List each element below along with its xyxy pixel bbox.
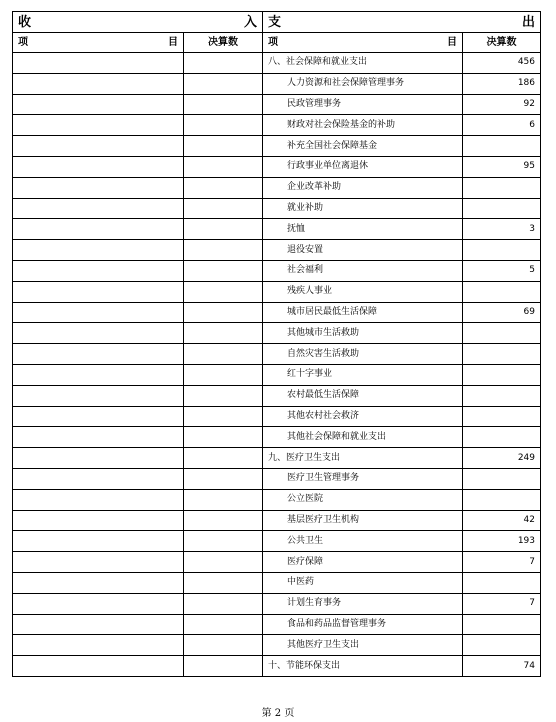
expense-amount-cell: 7 [463,593,541,614]
expense-subitem-cell: 公立医院 [263,489,463,510]
expense-subitem-cell: 其他农村社会救济 [263,406,463,427]
income-amount-cell [184,427,263,448]
expense-amount-cell: 186 [463,73,541,94]
income-item-cell [13,468,184,489]
page-number: 第 2 页 [261,708,295,719]
table-row [13,656,541,677]
income-amount-cell [184,240,263,261]
expense-amount-cell: 42 [463,510,541,531]
income-item-cell [13,177,184,198]
expense-amount-cell [463,198,541,219]
column-header-row [13,33,541,53]
expense-subitem-cell: 计划生育事务 [263,593,463,614]
expense-amount-cell [463,385,541,406]
income-amount-cell [184,94,263,115]
table-row [13,552,541,573]
expense-subitem-cell: 自然灾害生活救助 [263,344,463,365]
table-row [13,198,541,219]
budget-table [12,11,541,677]
income-item-cell [13,614,184,635]
expense-subitem-cell: 城市居民最低生活保障 [263,302,463,323]
income-amount-cell [184,177,263,198]
income-item-cell [13,572,184,593]
income-amount-cell [184,593,263,614]
expense-amount-cell [463,489,541,510]
expense-amount-cell: 7 [463,552,541,573]
expense-subitem-cell: 医疗卫生管理事务 [263,468,463,489]
income-amount-column-header: 决算数 [184,33,263,53]
income-amount-cell [184,344,263,365]
expense-label-left: 支 [268,14,282,30]
table-row [13,94,541,115]
expense-amount-cell [463,427,541,448]
expense-amount-cell [463,136,541,157]
expense-amount-cell: 456 [463,53,541,74]
income-item-cell [13,156,184,177]
income-amount-cell [184,635,263,656]
income-amount-cell [184,489,263,510]
expense-subitem-cell: 财政对社会保险基金的补助 [263,115,463,136]
table-row [13,468,541,489]
expense-category-cell: 十、节能环保支出 [263,656,463,677]
expense-amount-cell: 74 [463,656,541,677]
expense-subitem-cell: 人力资源和社会保障管理事务 [263,73,463,94]
expense-amount-cell [463,364,541,385]
income-amount-cell [184,552,263,573]
table-row [13,593,541,614]
expense-amount-cell: 5 [463,260,541,281]
income-item-cell [13,364,184,385]
income-item-cell [13,510,184,531]
table-row [13,323,541,344]
table-row [13,531,541,552]
expense-amount-cell [463,240,541,261]
expense-subitem-cell: 退役安置 [263,240,463,261]
expense-amount-cell [463,281,541,302]
expense-subitem-cell: 食品和药品监督管理事务 [263,614,463,635]
income-item-cell [13,53,184,74]
table-row [13,177,541,198]
expense-amount-cell [463,323,541,344]
expense-subitem-cell: 医疗保障 [263,552,463,573]
expense-section-header [263,12,541,33]
income-amount-cell [184,323,263,344]
expense-amount-cell [463,468,541,489]
expense-subitem-cell: 其他城市生活救助 [263,323,463,344]
income-amount-cell [184,531,263,552]
table-row [13,572,541,593]
income-label-left: 收 [18,14,32,30]
expense-subitem-cell: 公共卫生 [263,531,463,552]
income-amount-cell [184,219,263,240]
expense-subitem-cell: 农村最低生活保障 [263,385,463,406]
income-label-right: 入 [243,14,257,30]
income-amount-cell [184,468,263,489]
expense-amount-cell: 95 [463,156,541,177]
income-amount-cell [184,572,263,593]
expense-subitem-cell: 其他医疗卫生支出 [263,635,463,656]
table-row [13,385,541,406]
income-amount-cell [184,656,263,677]
income-item-cell [13,656,184,677]
expense-item-column-header [263,33,463,53]
income-amount-cell [184,260,263,281]
income-amount-cell [184,302,263,323]
table-row [13,136,541,157]
table-row [13,510,541,531]
income-item-cell [13,427,184,448]
expense-category-cell: 八、社会保障和就业支出 [263,53,463,74]
expense-amount-column-header: 决算数 [463,33,541,53]
table-row [13,427,541,448]
income-amount-cell [184,448,263,469]
income-amount-cell [184,281,263,302]
income-item-cell [13,385,184,406]
income-item-cell [13,406,184,427]
income-item-label-right: 目 [168,36,178,48]
table-row [13,260,541,281]
income-item-cell [13,489,184,510]
income-item-column-header [13,33,184,53]
section-header-row [13,12,541,33]
income-item-cell [13,198,184,219]
income-item-cell [13,552,184,573]
table-row [13,364,541,385]
income-amount-cell [184,198,263,219]
income-amount-cell [184,53,263,74]
table-row [13,344,541,365]
income-item-label-left: 项 [18,36,28,48]
expense-amount-cell [463,344,541,365]
expense-amount-cell [463,406,541,427]
expense-amount-cell [463,614,541,635]
table-row [13,53,541,74]
income-amount-cell [184,136,263,157]
table-row [13,156,541,177]
income-item-cell [13,593,184,614]
expense-subitem-cell: 就业补助 [263,198,463,219]
income-item-cell [13,281,184,302]
expense-subitem-cell: 中医药 [263,572,463,593]
expense-label-right: 出 [521,14,535,30]
income-amount-cell [184,156,263,177]
expense-subitem-cell: 民政管理事务 [263,94,463,115]
table-row [13,635,541,656]
expense-amount-cell: 249 [463,448,541,469]
expense-amount-cell: 3 [463,219,541,240]
income-amount-cell [184,364,263,385]
table-row [13,115,541,136]
expense-subitem-cell: 社会福利 [263,260,463,281]
income-item-cell [13,94,184,115]
income-amount-cell [184,510,263,531]
income-amount-cell [184,73,263,94]
expense-subitem-cell: 基层医疗卫生机构 [263,510,463,531]
income-item-cell [13,323,184,344]
income-item-cell [13,115,184,136]
expense-subitem-cell: 行政事业单位离退休 [263,156,463,177]
table-row [13,614,541,635]
table-row [13,240,541,261]
table-row [13,73,541,94]
expense-item-label-right: 目 [447,36,457,48]
expense-amount-cell: 6 [463,115,541,136]
income-item-cell [13,344,184,365]
expense-amount-cell [463,572,541,593]
table-row [13,448,541,469]
income-item-cell [13,635,184,656]
income-item-cell [13,260,184,281]
expense-subitem-cell: 红十字事业 [263,364,463,385]
income-amount-cell [184,115,263,136]
table-row [13,219,541,240]
table-row [13,406,541,427]
table-row [13,302,541,323]
income-amount-cell [184,614,263,635]
income-item-cell [13,73,184,94]
income-item-cell [13,240,184,261]
expense-amount-cell: 92 [463,94,541,115]
table-row [13,281,541,302]
expense-category-cell: 九、医疗卫生支出 [263,448,463,469]
expense-amount-cell: 69 [463,302,541,323]
expense-amount-cell [463,177,541,198]
expense-item-label-left: 项 [268,36,278,48]
expense-amount-cell: 193 [463,531,541,552]
table-row [13,489,541,510]
expense-subitem-cell: 抚恤 [263,219,463,240]
expense-subitem-cell: 残疾人事业 [263,281,463,302]
income-item-cell [13,448,184,469]
expense-amount-cell [463,635,541,656]
income-amount-cell [184,385,263,406]
income-item-cell [13,531,184,552]
expense-subitem-cell: 补充全国社会保障基金 [263,136,463,157]
income-section-header [13,12,263,33]
income-item-cell [13,219,184,240]
income-amount-cell [184,406,263,427]
income-item-cell [13,302,184,323]
income-item-cell [13,136,184,157]
expense-subitem-cell: 其他社会保障和就业支出 [263,427,463,448]
expense-subitem-cell: 企业改革补助 [263,177,463,198]
